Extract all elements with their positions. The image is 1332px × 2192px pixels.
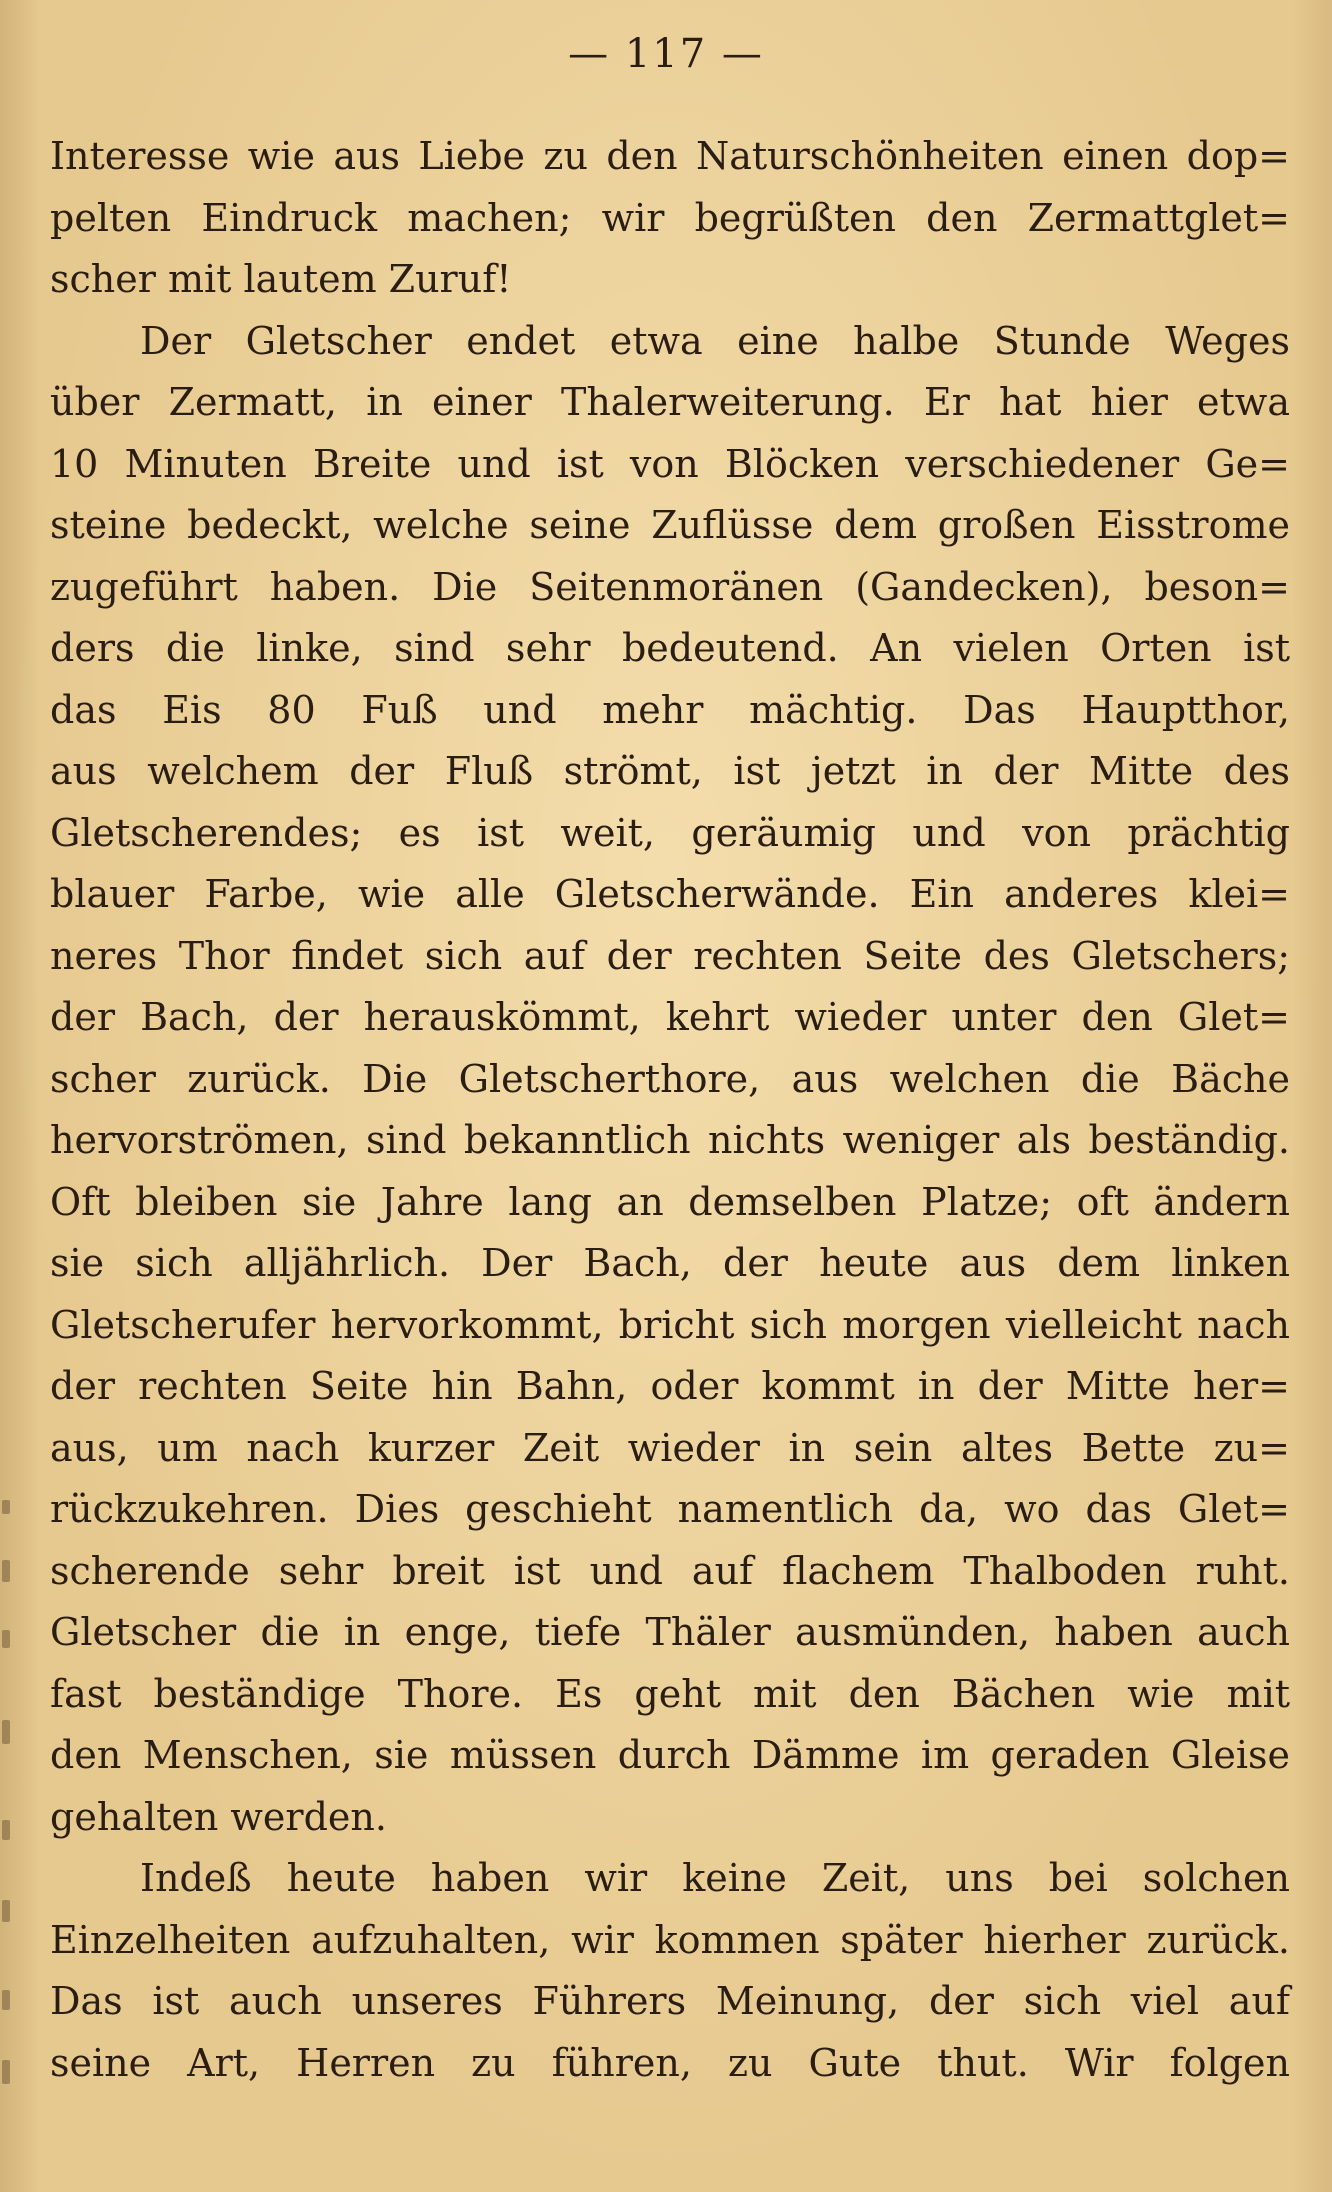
page-number: — 117 — (568, 31, 764, 77)
text-line: Gletscherufer hervorkommt, bricht sich morgen vielleicht nach (50, 1302, 1290, 1347)
text-line: das Eis 80 Fuß und mehr mächtig. Das Hauptthor, (50, 687, 1290, 732)
paper-speck (2, 1820, 10, 1840)
text-line: 10 Minuten Breite und ist von Blöcken verschiedener Ge= (50, 441, 1290, 486)
text-line: der rechten Seite hin Bahn, oder kommt in der Mitte her= (50, 1364, 1290, 1408)
paper-speck (2, 1720, 10, 1744)
text-line: ders die linke, sind sehr bedeutend. An vielen Orten ist (50, 626, 1290, 670)
paper-speck (2, 1630, 10, 1648)
paper-speck (2, 1560, 10, 1582)
text-line: pelten Eindruck machen; wir begrüßten den Zermattglet= (50, 195, 1290, 240)
binding-edge-marks (0, 1300, 16, 2100)
paper-speck (2, 2060, 10, 2084)
text-line: zugeführt haben. Die Seitenmoränen (Gandecken), beson= (50, 564, 1290, 609)
text-line: der Bach, der herauskömmt, kehrt wieder unter den Glet= (50, 995, 1290, 1039)
text-line: Oft bleiben sie Jahre lang an demselben Platze; oft ändern (50, 1179, 1290, 1224)
text-line: scher zurück. Die Gletscherthore, aus welchen die Bäche (50, 1056, 1290, 1101)
text-line: Der Gletscher endet etwa eine halbe Stunde Weges (140, 318, 1290, 363)
text-line: fast beständige Thore. Es geht mit den Bächen wie mit (50, 1671, 1290, 1716)
text-line: hervorströmen, sind bekanntlich nichts weniger als beständig. (50, 1118, 1290, 1162)
body-text (50, 126, 1290, 2094)
text-line: aus, um nach kurzer Zeit wieder in sein altes Bette zu= (50, 1425, 1290, 1470)
text-line: aus welchem der Fluß strömt, ist jetzt in der Mitte des (50, 749, 1290, 793)
text-line: Indeß heute haben wir keine Zeit, uns bei solchen (140, 1856, 1290, 1900)
text-line: seine Art, Herren zu führen, zu Gute thut. Wir folgen (50, 2040, 1290, 2085)
text-line: scherende sehr breit ist und auf flachem Thalboden ruht. (50, 1548, 1290, 1593)
text-line: den Menschen, sie müssen durch Dämme im geraden Gleise (50, 1733, 1290, 1777)
text-line: Das ist auch unseres Führers Meinung, der sich viel auf (50, 1979, 1290, 2023)
text-line: steine bedeckt, welche seine Zuflüsse dem großen Eisstrome (50, 503, 1290, 547)
paper-speck (2, 1990, 10, 2010)
text-line: gehalten werden. (50, 1794, 387, 1839)
text-line: Gletscher die in enge, tiefe Thäler ausmünden, haben auch (50, 1610, 1290, 1654)
text-line: Interesse wie aus Liebe zu den Naturschönheiten einen dop= (50, 134, 1290, 178)
text-line: Einzelheiten aufzuhalten, wir kommen später hierher zurück. (50, 1917, 1290, 1962)
text-line: blauer Farbe, wie alle Gletscherwände. Ein anderes klei= (50, 872, 1290, 916)
text-line: sie sich alljährlich. Der Bach, der heute aus dem linken (50, 1241, 1290, 1285)
text-line: Gletscherendes; es ist weit, geräumig und von prächtig (50, 810, 1290, 855)
paper-speck (2, 1900, 10, 1922)
paper-speck (2, 1500, 10, 1514)
text-line: neres Thor findet sich auf der rechten Seite des Gletschers; (50, 933, 1290, 978)
text-line: scher mit lautem Zuruf! (50, 257, 512, 301)
text-line: rückzukehren. Dies geschieht namentlich da, wo das Glet= (50, 1487, 1290, 1531)
text-line: über Zermatt, in einer Thalerweiterung. Er hat hier etwa (50, 380, 1290, 424)
